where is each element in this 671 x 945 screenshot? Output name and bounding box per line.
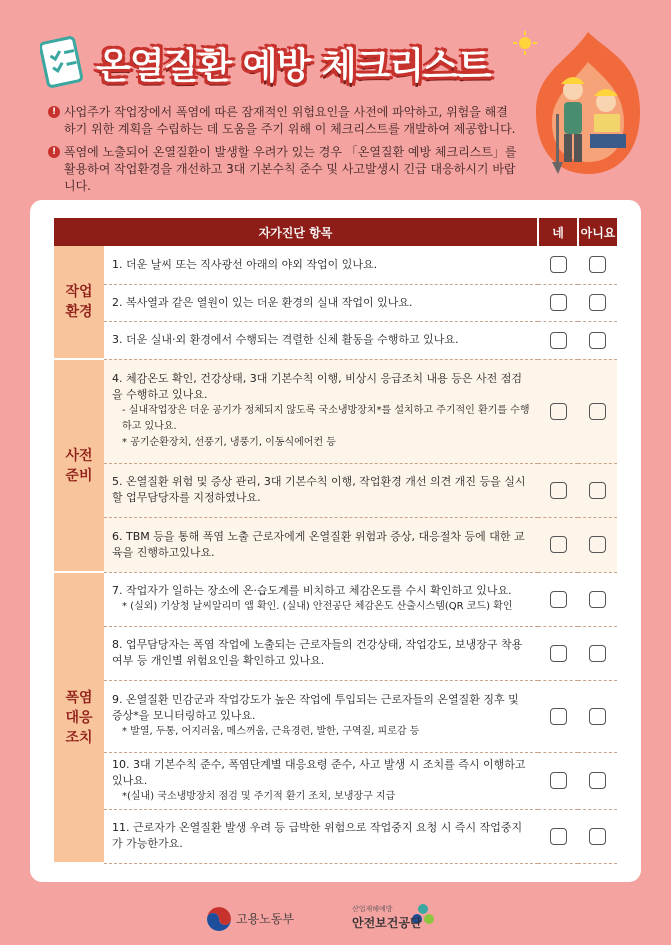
- intro-paragraph: ! 폭염에 노출되어 온열질환이 발생할 우려가 있는 경우 「온열질환 예방 체크리스트」를 활용하여 작업환경을 개선하고 3대 기본수칙 준수 및 사고발생시 긴급 대응하시기 바랍니다.: [48, 144, 518, 195]
- table-row: [54, 463, 617, 517]
- item-cell: [104, 680, 538, 752]
- no-checkbox[interactable]: [589, 536, 606, 553]
- workers-heat-illustration: [528, 22, 648, 182]
- header: [0, 0, 671, 195]
- ministry-name: 고용노동부: [236, 912, 294, 926]
- item-text: 9. 온열질환 민감군과 작업강도가 높은 작업에 투입되는 근로자들의 온열질환 징후 및 증상*을 모니터링하고 있나요.: [112, 693, 519, 722]
- yes-checkbox[interactable]: [550, 536, 567, 553]
- footer: [0, 898, 671, 945]
- agency-tag: 산업재해예방: [352, 905, 393, 913]
- yes-checkbox[interactable]: [550, 403, 567, 420]
- item-note: * 발열, 두통, 어지러움, 메스꺼움, 근육경련, 발한, 구역질, 피로감 등: [122, 726, 420, 737]
- item-note: * (실외) 기상청 날씨알리미 앱 확인. (실내) 안전공단 체감온도 산출시스템(QR 코드) 확인: [122, 601, 513, 612]
- exclamation-icon: !: [48, 106, 60, 118]
- table-row: [54, 680, 617, 752]
- yes-checkbox[interactable]: [550, 828, 567, 845]
- category-work-environment: 작업 환경: [54, 246, 104, 359]
- no-checkbox[interactable]: [589, 591, 606, 608]
- yes-checkbox[interactable]: [550, 591, 567, 608]
- no-checkbox[interactable]: [589, 645, 606, 662]
- item-cell: [104, 572, 538, 626]
- agency-name: 산업재해예방 안전보건공단: [352, 905, 422, 930]
- item-cell: [104, 752, 538, 809]
- header-no: 아니요: [578, 218, 617, 246]
- intro-text: [48, 104, 518, 201]
- item-text: 4. 체감온도 확인, 건강상태, 3대 기본수칙 이행, 비상시 응급조치 내용 등은 사전 점검을 수행하고 있나요.: [112, 372, 522, 401]
- table-row: [54, 284, 617, 321]
- yes-checkbox[interactable]: [550, 332, 567, 349]
- yes-checkbox[interactable]: [550, 256, 567, 273]
- yes-checkbox[interactable]: [550, 482, 567, 499]
- item-note: *(실내) 국소냉방장치 점검 및 주기적 환기 조치, 보냉장구 지급: [122, 790, 396, 802]
- table-row: [54, 809, 617, 863]
- no-checkbox[interactable]: [589, 772, 606, 789]
- item-text: 6. TBM 등을 통해 폭염 노출 근로자에게 온열질환 위험과 증상, 대응절차 등에 대한 교육을 진행하고있나요.: [104, 517, 538, 572]
- page-title: 온열질환 예방 체크리스트: [96, 46, 491, 87]
- table-row: [54, 246, 617, 284]
- no-checkbox[interactable]: [589, 482, 606, 499]
- no-checkbox[interactable]: [589, 256, 606, 273]
- item-text: 3. 더운 실내·외 환경에서 수행되는 격렬한 신체 활동을 수행하고 있나요.: [104, 321, 538, 359]
- header-yes: 네: [538, 218, 578, 246]
- moel-logo-icon: [206, 906, 232, 932]
- item-text: 2. 복사열과 같은 열원이 있는 더운 환경의 실내 작업이 있나요.: [104, 284, 538, 321]
- item-text: 8. 업무담당자는 폭염 작업에 노출되는 근로자들의 건강상태, 작업강도, 보냉장구 착용여부 등 개인별 위험요인을 확인하고 있나요.: [104, 626, 538, 680]
- item-subtext: - 실내작업장은 더운 공기가 정체되지 않도록 국소냉방장치*를 설치하고 주기적인 환기를 수행하고 있나요.: [122, 405, 530, 432]
- item-text: 7. 작업자가 일하는 장소에 온·습도계를 비치하고 체감온도를 수시 확인하고 있나요.: [112, 584, 512, 597]
- item-text: 1. 더운 날씨 또는 직사광선 아래의 야외 작업이 있나요.: [104, 246, 538, 284]
- intro-paragraph: ! 사업주가 작업장에서 폭염에 따른 잠재적인 위험요인을 사전에 파악하고, 위험을 해결하기 위한 계획을 수립하는 데 도움을 주기 위해 이 체크리스트를 개발하여 제공합니다.: [48, 104, 518, 138]
- table-row: [54, 321, 617, 359]
- table-row: [54, 572, 617, 626]
- category-preparation: 사전 준비: [54, 359, 104, 572]
- item-text: 5. 온열질환 위험 및 증상 관리, 3대 기본수칙 이행, 작업환경 개선 의견 개진 등을 실시할 업무담당자를 지정하였나요.: [104, 463, 538, 517]
- table-row: [54, 517, 617, 572]
- checklist-table: [54, 218, 617, 864]
- yes-checkbox[interactable]: [550, 645, 567, 662]
- exclamation-icon: !: [48, 146, 60, 158]
- item-note: * 공기순환장치, 선풍기, 냉풍기, 이동식에어컨 등: [122, 437, 336, 448]
- yes-checkbox[interactable]: [550, 294, 567, 311]
- yes-checkbox[interactable]: [550, 708, 567, 725]
- no-checkbox[interactable]: [589, 828, 606, 845]
- category-heatwave-response: 폭염 대응 조치: [54, 572, 104, 863]
- checklist-card: [30, 200, 641, 882]
- yes-checkbox[interactable]: [550, 772, 567, 789]
- no-checkbox[interactable]: [589, 403, 606, 420]
- no-checkbox[interactable]: [589, 708, 606, 725]
- no-checkbox[interactable]: [589, 294, 606, 311]
- table-header-row: [54, 218, 617, 246]
- no-checkbox[interactable]: [589, 332, 606, 349]
- item-cell: [104, 359, 538, 463]
- checklist-clipboard-icon: [40, 32, 86, 88]
- table-row: [54, 752, 617, 809]
- item-text: 11. 근로자가 온열질환 발생 우려 등 급박한 위험으로 작업중지 요청 시 즉시 작업중지가 가능한가요.: [104, 809, 538, 863]
- table-row: [54, 626, 617, 680]
- table-row: [54, 359, 617, 463]
- header-item: 자가진단 항목: [54, 218, 538, 246]
- item-text: 10. 3대 기본수칙 준수, 폭염단계별 대응요령 준수, 사고 발생 시 조치를 즉시 이행하고 있나요.: [112, 757, 526, 787]
